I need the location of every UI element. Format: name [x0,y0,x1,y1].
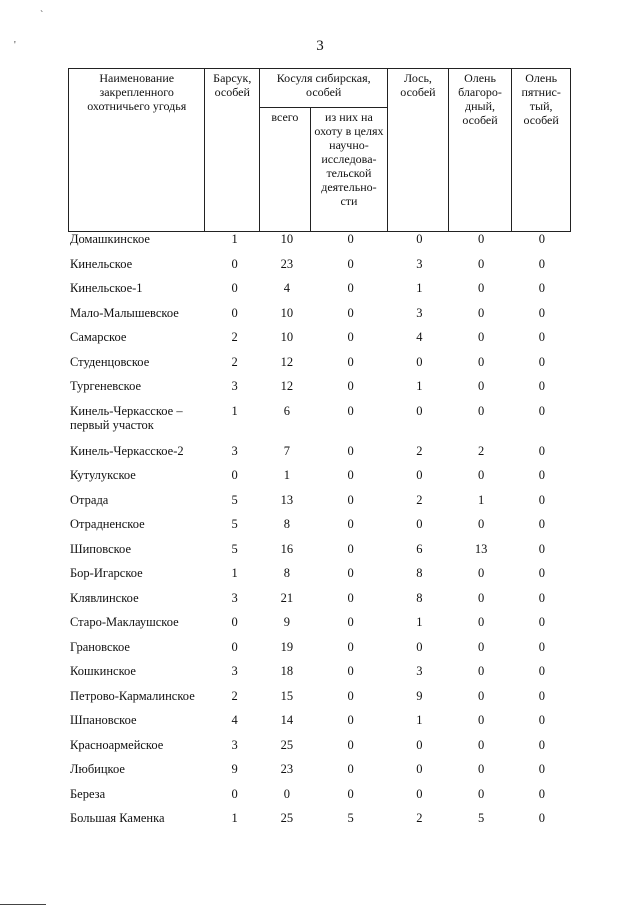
cell-red-deer: 0 [477,232,485,246]
cell-roe-total: 10 [280,232,294,246]
cell-badger: 1 [231,811,238,825]
cell-elk: 2 [416,492,423,507]
header-elk: Лось, особей [388,69,448,232]
cell-roe-research: 0 [347,688,354,703]
cell-sika: 0 [538,403,545,418]
cell-roe-total: 16 [280,541,294,556]
table-row [68,257,571,282]
cell-name: Кутулукское [70,468,136,482]
cell-badger: 0 [231,468,238,482]
cell-roe-research: 0 [347,443,354,458]
cell-roe-research: 0 [347,541,354,556]
cell-elk: 0 [416,786,423,801]
cell-name: Грановское [70,639,130,654]
cell-roe-research: 0 [347,354,354,369]
cell-name: Отрадненское [70,517,145,531]
cell-badger: 3 [231,379,238,393]
cell-elk: 0 [416,403,423,418]
cell-roe-total: 15 [280,688,294,703]
table-row [68,664,571,689]
cell-roe-total: 18 [280,664,294,678]
cell-sika: 0 [538,232,545,246]
cell-badger: 5 [231,492,238,507]
table-row [68,232,571,257]
cell-elk: 1 [416,615,423,629]
cell-elk: 8 [416,566,423,580]
cell-sika: 0 [538,664,545,678]
table-row [68,517,571,542]
cell-red-deer: 13 [474,541,488,556]
scan-edge-line [0,904,46,905]
table-row [68,738,571,763]
cell-name: Старо-Маклаушское [70,615,179,629]
cell-name: Любицкое [70,762,125,776]
cell-roe-research: 5 [347,811,354,825]
cell-badger: 5 [231,541,238,556]
header-red-deer: Олень благоро-дный, особей [448,69,512,232]
cell-name: Мало-Малышевское [70,305,179,320]
table-row [68,404,571,444]
cell-red-deer: 0 [477,330,485,344]
cell-red-deer: 0 [477,615,485,629]
cell-name: Петрово-Кармалинское [70,688,195,703]
cell-badger: 4 [231,713,238,727]
table-row [68,306,571,331]
cell-elk: 3 [416,305,423,320]
cell-roe-total: 4 [283,281,290,295]
cell-elk: 3 [416,664,423,678]
cell-red-deer: 0 [477,713,485,727]
cell-roe-research: 0 [347,713,354,727]
cell-sika: 0 [538,615,545,629]
cell-roe-research: 0 [347,566,354,580]
cell-red-deer: 0 [477,403,485,418]
cell-roe-total: 6 [283,403,290,418]
cell-badger: 1 [231,403,238,418]
cell-sika: 0 [538,256,545,271]
cell-roe-research: 0 [347,737,354,752]
cell-name: Кинельское [70,256,133,271]
table-row [68,762,571,787]
cell-elk: 1 [416,281,423,295]
header-roe-total: всего [260,108,311,232]
cell-roe-total: 10 [280,330,294,344]
cell-name: Кошкинское [70,664,136,678]
table-row [68,615,571,640]
cell-name: Красноармейское [70,737,164,752]
cell-roe-total: 0 [283,786,290,801]
cell-badger: 0 [231,639,238,654]
scan-mark: ' [14,40,16,51]
cell-name: Самарское [70,330,127,344]
scan-mark: ` [40,10,44,21]
cell-red-deer: 0 [477,590,485,605]
table-row [68,713,571,738]
cell-sika: 0 [538,737,545,752]
header-roe-deer: Косуля сибирская, особей [260,69,388,108]
cell-badger: 2 [231,354,238,369]
cell-badger: 3 [231,737,238,752]
table-row [68,811,571,836]
table-row [68,330,571,355]
cell-red-deer: 0 [477,468,485,482]
cell-roe-research: 0 [347,517,354,531]
cell-name: Студенцовское [70,354,150,369]
table-row [68,444,571,469]
cell-name: Клявлинское [70,590,139,605]
cell-roe-total: 21 [280,590,294,605]
cell-roe-research: 0 [347,330,354,344]
cell-name: Отрада [70,492,109,507]
cell-sika: 0 [538,688,545,703]
cell-roe-total: 23 [280,762,294,776]
cell-roe-total: 14 [280,713,294,727]
cell-red-deer: 0 [477,786,485,801]
cell-roe-total: 8 [283,517,290,531]
cell-elk: 0 [416,737,423,752]
cell-elk: 0 [416,354,423,369]
table-row [68,542,571,567]
cell-badger: 2 [231,688,238,703]
cell-badger: 0 [231,281,238,295]
cell-badger: 0 [231,305,238,320]
cell-roe-total: 12 [280,354,294,369]
cell-roe-research: 0 [347,762,354,776]
table-header [68,68,571,232]
cell-sika: 0 [538,492,545,507]
cell-sika: 0 [538,443,545,458]
table-row [68,787,571,812]
cell-roe-research: 0 [347,590,354,605]
cell-elk: 0 [416,232,423,246]
cell-badger: 5 [231,517,238,531]
cell-roe-research: 0 [347,786,354,801]
cell-badger: 0 [231,615,238,629]
cell-badger: 2 [231,330,238,344]
cell-roe-total: 7 [283,443,290,458]
header-badger: Барсук, особей [205,69,260,232]
table-row [68,566,571,591]
cell-elk: 0 [416,468,423,482]
cell-badger: 3 [231,590,238,605]
cell-elk: 2 [416,443,423,458]
cell-sika: 0 [538,305,545,320]
header-name-column: Наименование закрепленного охотничьего угодья [69,69,205,232]
cell-roe-total: 25 [280,737,294,752]
table-row [68,640,571,665]
cell-red-deer: 0 [477,379,485,393]
cell-red-deer: 0 [477,354,485,369]
cell-sika: 0 [538,330,545,344]
data-table [68,232,571,836]
cell-name: Береза [70,786,106,801]
cell-sika: 0 [538,566,545,580]
cell-badger: 9 [231,762,238,776]
table-row [68,591,571,616]
cell-sika: 0 [538,354,545,369]
cell-elk: 0 [416,639,423,654]
cell-name: Кинельское-1 [70,281,143,295]
cell-roe-research: 0 [347,305,354,320]
cell-name: Шиповское [70,541,132,556]
cell-elk: 2 [416,811,423,825]
cell-roe-research: 0 [347,468,354,482]
cell-sika: 0 [538,811,545,825]
cell-name: Тургеневское [70,379,142,393]
cell-roe-total: 23 [280,256,294,271]
cell-red-deer: 0 [477,664,485,678]
cell-elk: 4 [416,330,423,344]
cell-elk: 1 [416,713,423,727]
table-row [68,355,571,380]
cell-roe-research: 0 [347,281,354,295]
cell-red-deer: 0 [477,517,485,531]
cell-name: Домашкинское [70,232,150,246]
cell-badger: 0 [231,786,238,801]
cell-elk: 0 [416,762,423,776]
cell-red-deer: 0 [477,566,485,580]
cell-sika: 0 [538,281,545,295]
cell-red-deer: 0 [477,305,485,320]
cell-roe-research: 0 [347,403,354,418]
cell-name: Шпановское [70,713,137,727]
header-sika-deer: Олень пятнис-тый, особей [512,69,571,232]
page-number: 3 [316,38,324,54]
cell-red-deer: 0 [477,762,485,776]
cell-badger: 1 [231,566,238,580]
cell-elk: 3 [416,256,423,271]
cell-elk: 6 [416,541,423,556]
cell-name: Бор-Игарское [70,566,143,580]
cell-red-deer: 0 [477,639,485,654]
cell-elk: 9 [416,688,423,703]
cell-sika: 0 [538,762,545,776]
cell-roe-research: 0 [347,492,354,507]
table-row [68,379,571,404]
cell-roe-total: 1 [283,468,290,482]
cell-sika: 0 [538,468,545,482]
cell-roe-research: 0 [347,615,354,629]
cell-sika: 0 [538,786,545,801]
cell-elk: 0 [416,517,423,531]
cell-badger: 3 [231,664,238,678]
cell-red-deer: 5 [477,811,485,825]
cell-sika: 0 [538,541,545,556]
cell-sika: 0 [538,590,545,605]
cell-roe-research: 0 [347,256,354,271]
cell-red-deer: 0 [477,737,485,752]
cell-sika: 0 [538,517,545,531]
cell-roe-research: 0 [347,379,354,393]
cell-red-deer: 2 [477,443,485,458]
cell-sika: 0 [538,639,545,654]
cell-name: Большая Каменка [70,811,165,825]
cell-roe-total: 10 [280,305,294,320]
cell-red-deer: 1 [477,492,485,507]
cell-roe-total: 19 [280,639,294,654]
cell-badger: 3 [231,443,238,458]
cell-roe-total: 25 [280,811,294,825]
cell-roe-total: 12 [280,379,294,393]
table-row [68,468,571,493]
cell-red-deer: 0 [477,281,485,295]
cell-sika: 0 [538,713,545,727]
table-row [68,281,571,306]
cell-badger: 0 [231,256,238,271]
cell-elk: 8 [416,590,423,605]
table-row [68,689,571,714]
cell-badger: 1 [231,232,238,246]
table-row [68,493,571,518]
cell-name: Кинель-Черкасское – первый участок [70,403,183,432]
cell-roe-research: 0 [347,639,354,654]
header-roe-research: из них на охоту в целях научно-исследова-тельской деятельно-сти [310,108,388,232]
cell-elk: 1 [416,379,423,393]
cell-roe-total: 8 [283,566,290,580]
cell-roe-research: 0 [347,232,354,246]
cell-red-deer: 0 [477,256,485,271]
cell-red-deer: 0 [477,688,485,703]
cell-roe-total: 9 [283,615,290,629]
cell-sika: 0 [538,379,545,393]
cell-name: Кинель-Черкасское-2 [70,443,184,458]
cell-roe-research: 0 [347,664,354,678]
cell-roe-total: 13 [280,492,294,507]
